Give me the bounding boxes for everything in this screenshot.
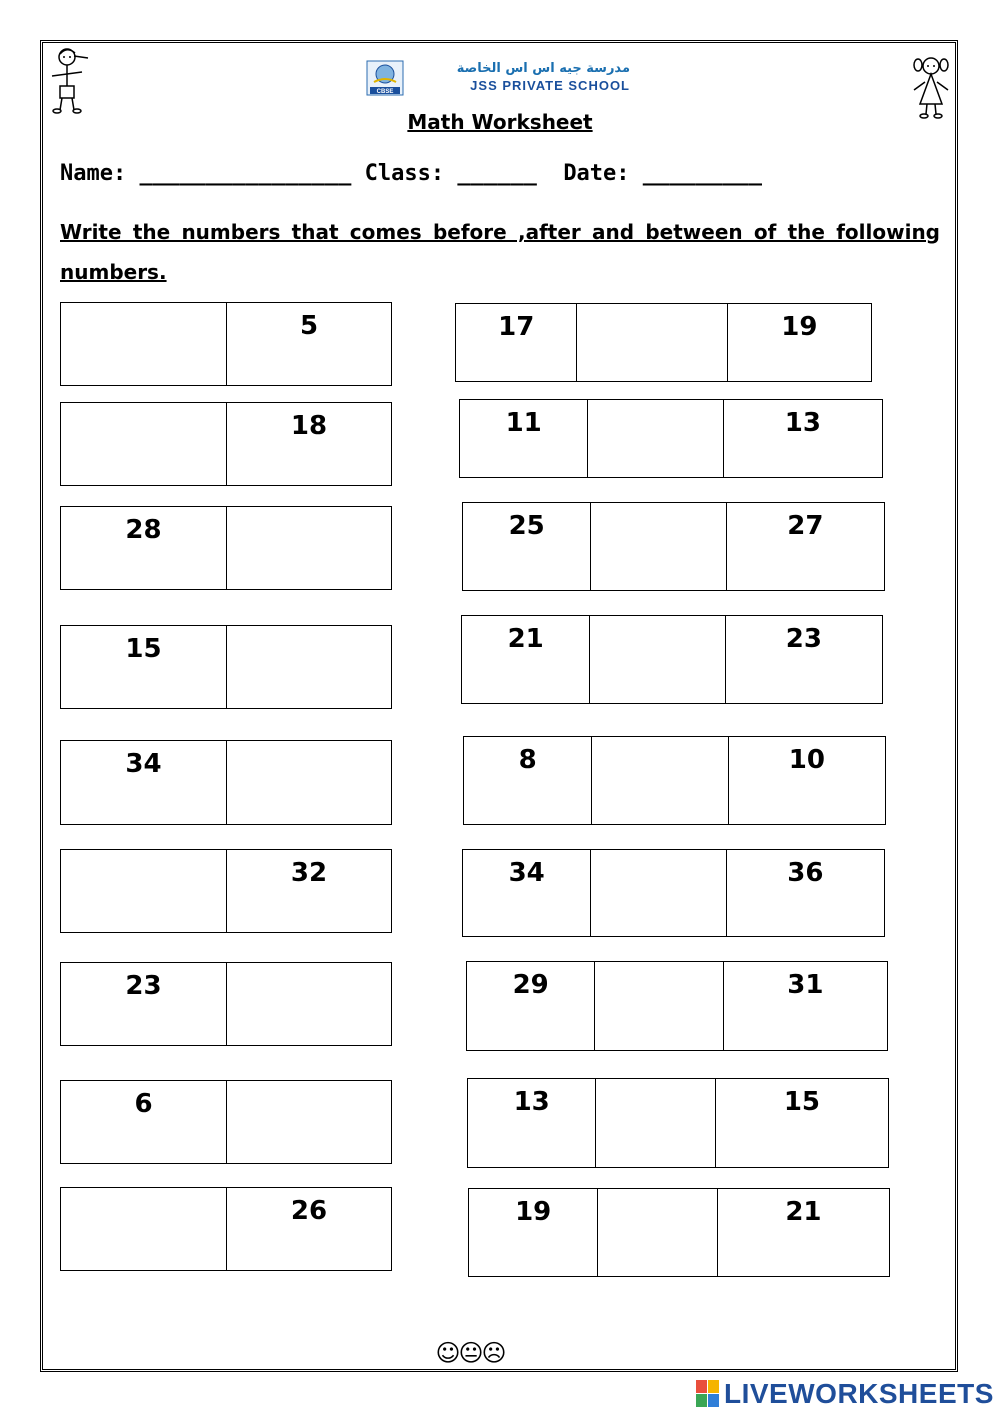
school-emblem-icon [366, 60, 404, 96]
answer-box[interactable] [589, 616, 724, 703]
given-number: 19 [781, 312, 818, 342]
answer-box[interactable] [226, 1081, 391, 1163]
given-number: 34 [508, 858, 545, 888]
given-number: 18 [290, 411, 328, 441]
left-number-row [60, 1080, 392, 1164]
given-number: 5 [299, 311, 319, 341]
left-number-row [60, 962, 392, 1046]
given-number: 8 [518, 745, 537, 775]
given-number-cell [226, 403, 391, 485]
answer-box[interactable] [226, 741, 391, 824]
answer-box[interactable] [226, 963, 391, 1045]
left-number-row [60, 302, 392, 386]
given-number: 25 [508, 511, 545, 541]
given-number-cell [61, 1081, 226, 1163]
given-number: 13 [784, 408, 821, 438]
feedback-faces-icon[interactable]: ☺😐☹ [435, 1339, 505, 1367]
left-number-row [60, 402, 392, 486]
answer-box[interactable] [597, 1189, 716, 1276]
answer-box[interactable] [61, 303, 226, 385]
given-number-cell [61, 963, 226, 1045]
given-number-cell [226, 303, 391, 385]
given-number-cell [723, 962, 887, 1050]
boy-figure-icon [48, 46, 90, 114]
given-number-cell [464, 737, 591, 824]
given-number-cell [727, 304, 871, 381]
left-number-row [60, 506, 392, 590]
left-number-row [60, 1187, 392, 1271]
girl-figure-icon [908, 54, 954, 120]
given-number: 34 [125, 749, 162, 779]
answer-box[interactable] [226, 507, 391, 589]
given-number-cell [726, 503, 884, 590]
given-number-cell [717, 1189, 889, 1276]
given-number: 19 [515, 1197, 552, 1227]
given-number-cell [61, 507, 226, 589]
given-number: 32 [290, 858, 328, 888]
given-number: 29 [512, 970, 549, 1000]
given-number: 6 [134, 1089, 153, 1119]
answer-box[interactable] [594, 962, 722, 1050]
left-number-row [60, 849, 392, 933]
given-number: 11 [505, 408, 542, 438]
given-number-cell [456, 304, 576, 381]
given-number: 10 [788, 745, 825, 775]
given-number-cell [463, 850, 590, 936]
answer-box[interactable] [576, 304, 726, 381]
given-number-cell [462, 616, 589, 703]
given-number: 27 [787, 511, 824, 541]
school-name-english: JSS PRIVATE SCHOOL [470, 78, 630, 93]
answer-box[interactable] [595, 1079, 714, 1167]
answer-box[interactable] [61, 850, 226, 932]
school-logo [366, 60, 636, 98]
given-number: 21 [785, 1197, 822, 1227]
right-number-row [468, 1188, 890, 1277]
answer-box[interactable] [590, 503, 725, 590]
given-number: 28 [125, 515, 162, 545]
right-number-row [459, 399, 883, 478]
given-number: 26 [290, 1196, 328, 1226]
given-number: 36 [787, 858, 824, 888]
school-name-arabic: مدرسة جيه اس اس الخاصة [456, 61, 630, 76]
right-number-row [462, 502, 885, 591]
right-number-row [466, 961, 888, 1051]
answer-box[interactable] [591, 737, 727, 824]
given-number: 23 [125, 971, 162, 1001]
given-number: 13 [513, 1087, 550, 1117]
given-number-cell [61, 626, 226, 708]
given-number-cell [715, 1079, 888, 1167]
given-number: 31 [787, 970, 824, 1000]
given-number-cell [723, 400, 882, 477]
given-number-cell [226, 1188, 391, 1270]
given-number-cell [728, 737, 885, 824]
right-number-row [462, 849, 885, 937]
given-number-cell [61, 741, 226, 824]
liveworksheets-badge-icon [696, 1380, 720, 1408]
left-number-row [60, 740, 392, 825]
liveworksheets-brand: LIVEWORKSHEETS [724, 1378, 994, 1409]
worksheet-title: Math Worksheet [407, 110, 593, 134]
given-number-cell [463, 503, 590, 590]
given-number: 15 [125, 634, 162, 664]
right-number-row [463, 736, 886, 825]
given-number-cell [726, 850, 884, 936]
student-info-fields[interactable]: Name: ________________ Class: ______ Date: _________ [60, 161, 762, 186]
given-number: 23 [785, 624, 822, 654]
answer-box[interactable] [587, 400, 722, 477]
answer-box[interactable] [61, 403, 226, 485]
right-number-row [461, 615, 883, 704]
given-number-cell [469, 1189, 597, 1276]
given-number-cell [467, 962, 594, 1050]
answer-box[interactable] [590, 850, 725, 936]
given-number: 21 [507, 624, 544, 654]
answer-box[interactable] [61, 1188, 226, 1270]
school-badge-text: CBSE [376, 89, 394, 95]
given-number-cell [460, 400, 587, 477]
right-number-row [467, 1078, 889, 1168]
instruction-text: Write the numbers that comes before ,after and between of the following numbers. [60, 220, 940, 284]
answer-box[interactable] [226, 626, 391, 708]
given-number-cell [226, 850, 391, 932]
left-number-row [60, 625, 392, 709]
given-number-cell [725, 616, 882, 703]
right-number-row [455, 303, 872, 382]
given-number-cell [468, 1079, 595, 1167]
given-number: 17 [498, 312, 535, 342]
given-number: 15 [783, 1087, 820, 1117]
liveworksheets-logo [696, 1378, 994, 1410]
